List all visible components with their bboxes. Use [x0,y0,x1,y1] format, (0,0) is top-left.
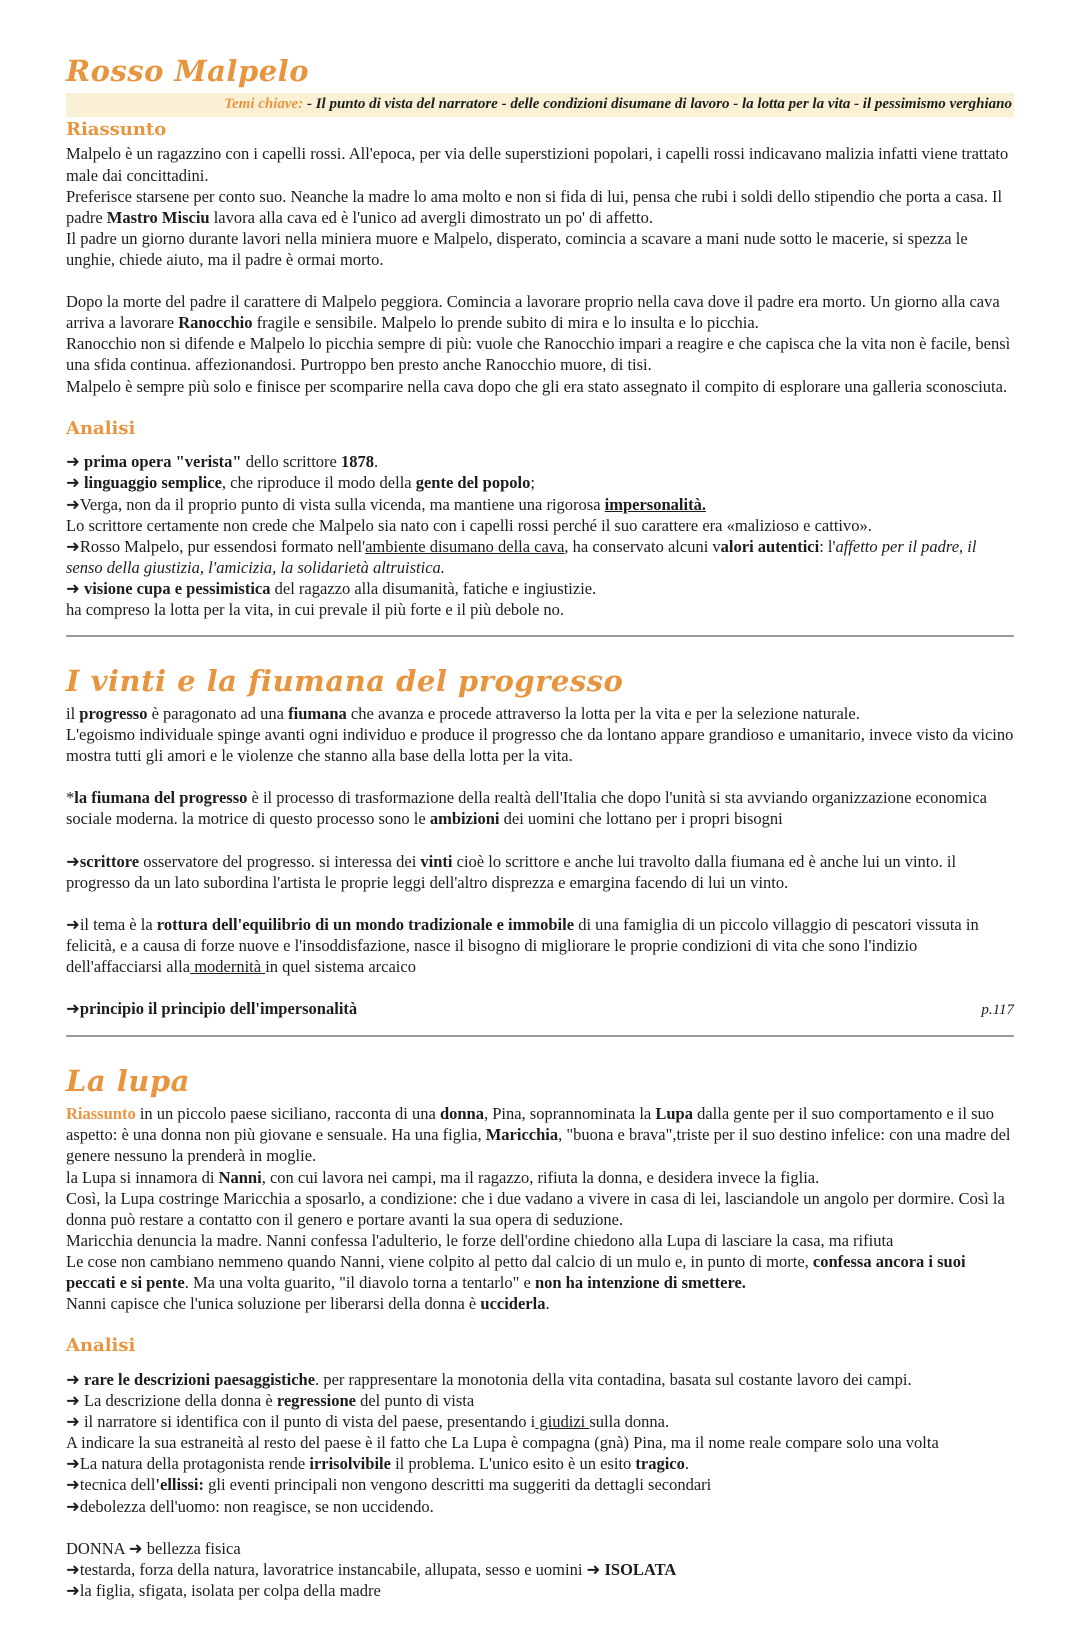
text-run: gli eventi principali non vengono descritti ma suggeriti da dettagli secondari [204,1475,712,1495]
text-run: il narratore si identifica con il punto di vista del paese, presentando i [83,1412,536,1432]
paragraph [66,472,1014,493]
text-run: ambiente disumano della cava [365,536,565,556]
spacer [66,270,1014,291]
arrow-bullet: ➜ [66,1454,80,1474]
text-run: . Ma una volta guarito, "il diavolo torna a tentarlo" e [184,1273,535,1293]
text-run: A indicare la sua estraneità al resto del paese è il fatto che La Lupa è compagna (gnà) Pina, ma il nome reale compare solo una volta [66,1433,939,1453]
arrow-bullet: ➜ [66,578,84,598]
subheading [66,119,1014,141]
spacer [66,1314,1014,1335]
section-i-vinti-e-la-fiumana-del-progresso [66,666,1014,1037]
subheading [66,1335,1014,1357]
text-run: del punto di vista [355,1391,475,1411]
paragraph [66,1453,1014,1474]
paragraph [66,1580,1014,1601]
arrow-bullet: ➜ [66,536,80,556]
text-run: La natura della protagonista rende [79,1454,310,1474]
paragraph [66,1188,1014,1230]
text-run: gente del popolo [415,473,531,493]
page-ref-text [66,998,357,1019]
paragraph [66,1474,1014,1495]
paragraph [66,1390,1014,1411]
inline-subheading: Riassunto [66,1104,136,1124]
paragraph [66,333,1014,375]
paragraph [66,703,1014,724]
text-run: . [545,1294,550,1314]
text-run: * [66,788,75,808]
text-run: . [374,452,379,472]
paragraph [66,143,1014,185]
text-run: , Pina, soprannominata la [483,1104,656,1124]
spacer [66,1360,1014,1369]
text-run: Così, la Lupa costringe Maricchia a sposarlo, a condizione: che i due vadano a vivere in casa di lei, lasciandole un angolo per dormire. Così la donna può restare a contatto con il genero e portare avanti la sua opera di seduzione. [66,1188,1005,1229]
text-run: Maricchia denuncia la madre. Nanni confessa l'adulterio, le forze dell'ordine chiedono alla Lupa di lasciare la casa, ma rifiuta [66,1230,894,1250]
text-run: giudizi [535,1412,590,1432]
text-run: Ranocchio non si difende e Malpelo lo picchia sempre di più: vuole che Ranocchio impari a reagire e che capisca che la vita non è facile, bensì una sfida continua. affezionandosi. Purtroppo ben presto anche Ranocchio muore, di tisi. [66,334,1011,375]
paragraph [66,724,1014,766]
text-run: fragile e sensibile. Malpelo lo prende subito di mira e lo insulta e lo picchia. [252,313,759,333]
text-run: Malpelo è sempre più solo e finisce per scomparire nella cava dopo che gli era stato assegnato il compito di esplorare una galleria sconosciuta. [66,376,1008,396]
text-run: Nanni capisce che l'unica soluzione per liberarsi della donna è [66,1294,481,1314]
arrow-bullet: ➜ [66,1475,80,1495]
spacer [66,397,1014,418]
text-run: : l' [819,536,836,556]
text-run: ; [530,473,535,493]
text-run: osservatore del progresso. si interessa dei [139,851,421,871]
text-run: Rosso Malpelo, pur essendosi formato nell' [79,536,366,556]
text-run: ha compreso la lotta per la vita, in cui prevale il più forte e il più debole no. [66,600,565,620]
paragraph [66,1369,1014,1390]
section-divider [66,1035,1014,1037]
text-run: Lo scrittore certamente non crede che Malpelo sia nato con i capelli rossi perché il suo carattere era «malizioso e cattivo». [66,515,872,535]
text-run: Ranocchio [178,313,253,333]
arrow-icon: ➜ [128,1538,147,1558]
text-run: fiumana [288,704,347,724]
text-run: Malpelo è un ragazzino con i capelli rossi. All'epoca, per via delle superstizioni popolari, i capelli rossi indicavano malizia infatti viene trattato male dai concittadini. [66,144,1009,185]
text-run: . per rappresentare la monotonia della vita contadina, basata sul costante lavoro dei campi. [315,1369,912,1389]
text-run: cioè lo scrittore e anche lui travolto dalla fiumana ed è anche lui un vinto. il progresso da un lato subordina l'artista le proprie leggi dell'altro disprezza e emargina facendo di lui un vinto. [66,851,957,892]
text-run: Lupa [655,1104,693,1124]
text-run: donna [439,1104,484,1124]
text-run: Verga, non da il proprio punto di vista sulla vicenda, ma mantiene una rigorosa [79,494,605,514]
paragraph [66,1496,1014,1517]
text-run: vinti [420,851,453,871]
section-title: Rosso Malpelo [66,54,310,88]
text-run: Dopo la morte del padre il carattere di Malpelo peggiora. Comincia a lavorare proprio nella cava dove il padre era morto. Un giorno alla cava arriva a lavorare [66,292,1000,333]
section-title: I vinti e la fiumana del progresso [66,664,624,699]
text-run: Le cose non cambiano nemmeno quando Nanni, viene colpito al petto dal calcio di un mulo e, in punto di morte, [66,1251,813,1271]
text-run: di una famiglia di un piccolo villaggio di pescatori vissuta in felicità, e a causa di forze nuove e l'insoddisfazione, nasce il bisogno di migliorare le proprie condizioni di vita che sono l'indizio dell'affacciarsi alla [66,914,979,977]
text-run: ambizioni [429,809,500,829]
key-themes-bar [66,93,1014,117]
text-run: bellezza fisica [146,1538,241,1558]
text-run: sulla donna. [589,1412,670,1432]
arrow-bullet: ➜ [66,494,80,514]
paragraph [66,451,1014,472]
section-divider [66,635,1014,637]
text-run: modernità [190,957,266,977]
arrow-bullet: ➜ [66,999,80,1019]
text-run: irrisolvibile [309,1454,391,1474]
text-run: è paragonato ad una [147,704,289,724]
text-run: progresso [79,704,148,724]
spacer [66,893,1014,914]
text-run: rare le descrizioni paesaggistiche [83,1369,316,1389]
arrow-bullet: ➜ [66,914,80,934]
spacer [66,830,1014,851]
text-run: , "buona e brava",triste per il suo destino infelice: con una madre del genere nessuno la prenderà in moglie. [66,1125,1011,1166]
arrow-bullet: ➜ [66,851,80,871]
text-run: tragico [635,1454,685,1474]
arrow-bullet: ➜ [66,1496,80,1516]
text-run: principio il principio dell'impersonalità [79,999,358,1019]
paragraph [66,1411,1014,1432]
text-run: , che riproduce il modo della [221,473,416,493]
paragraph [66,1103,1014,1166]
paragraph [66,914,1014,977]
text-run: non ha intenzione di smettere. [534,1273,746,1293]
text-run: dei uomini che lottano per i propri bisogni [499,809,783,829]
text-run: La descrizione della donna è [83,1391,277,1411]
text-run: Analisi [66,417,136,439]
section-la-lupa [66,1066,1014,1601]
text-run: Nanni [218,1167,262,1187]
paragraph [66,186,1014,228]
text-run: debolezza dell'uomo: non reagisce, se non uccidendo. [79,1496,434,1516]
text-run: la Lupa si innamora di [66,1167,219,1187]
arrow-bullet: ➜ [66,1369,84,1389]
text-run: , con cui lavora nei campi, ma il ragazzo, rifiuta la donna, e desidera invece la figlia. [261,1167,820,1187]
text-run: ISOLATA [604,1559,677,1579]
text-run: - Il punto di vista del narratore - delle condizioni disumane di lavoro - la lotta per la vita - il pessimismo verghiano [306,95,1012,112]
text-run: è il processo di trasformazione della realtà dell'Italia che dopo l'unità si sta avviando organizzazione economica sociale moderna. la motrice di questo processo sono le [66,788,987,829]
text-run: in quel sistema arcaico [265,957,416,977]
text-run: Maricchia [485,1125,559,1145]
text-run: Mastro Misciu [106,207,210,227]
text-run: dalla gente per il suo comportamento e il suo aspetto: è una donna non più giovane e sensuale. Ha una figlia, [66,1104,995,1145]
paragraph [66,599,1014,620]
text-run: 'ellissi: [155,1475,205,1495]
paragraph [66,787,1014,829]
text-run: L'egoismo individuale spinge avanti ogni individuo e produce il progresso che da lontano appare grandioso e umanitario, invece visto da vicino mostra tutti gli amori e le violenze che stanno alla base della lotta per la vita. [66,725,1014,766]
key-themes-label: Temi chiave: [224,95,307,112]
paragraph [66,1293,1014,1314]
section-title: La lupa [66,1064,190,1099]
text-run: , ha conservato alcuni v [564,536,721,556]
paragraph [66,578,1014,599]
text-run: visione cupa e pessimistica [83,578,271,598]
text-run: ucciderla [480,1294,546,1314]
text-run: tecnica dell [79,1475,156,1495]
paragraph [66,1251,1014,1293]
text-run: regressione [276,1391,356,1411]
subheading [66,418,1014,440]
text-run: del ragazzo alla disumanità, fatiche e ingiustizie. [270,578,597,598]
arrow-bullet: ➜ [66,1559,80,1579]
paragraph [66,1230,1014,1251]
text-run: il tema è la [79,914,157,934]
text-run: . [684,1454,690,1474]
text-run: Preferisce starsene per conto suo. Neanche la madre lo ama molto e non si fida di lui, pensa che rubi i soldi dello stipendio che porta a casa. Il padre [66,186,1003,227]
spacer [66,1517,1014,1538]
text-run: Riassunto [66,118,167,140]
arrow-bullet: ➜ [66,473,84,493]
text-run: affetto per il padre, il senso della giustizia, l'amicizia, la solidarietà altruistica. [66,536,977,577]
spacer [66,977,1014,998]
arrow-bullet: ➜ [66,1391,84,1411]
text-run: Il padre un giorno durante lavori nella miniera muore e Malpelo, disperato, comincia a scavare a mani nude sotto le macerie, si spezza le unghie, chiede aiuto, ma il padre è ormai morto. [66,228,968,270]
text-run: testarda, forza della natura, lavoratrice instancabile, allupata, sesso e uomini [79,1559,587,1579]
text-run: lavora alla cava ed è l'unico ad avergli dimostrato un po' di affetto. [209,207,653,227]
paragraph [66,851,1014,893]
text-run: in un piccolo paese siciliano, racconta di una [135,1104,440,1124]
text-run: alori autentici [720,536,820,556]
page-number: p.117 [981,1002,1014,1019]
text-run: prima opera "verista" [83,452,242,472]
paragraph [66,1167,1014,1188]
arrow-icon: ➜ [586,1559,605,1579]
section-rosso-malpelo [66,56,1014,637]
paragraph [66,376,1014,397]
spacer [66,766,1014,787]
text-run: dello scrittore [241,452,342,472]
arrow-bullet: ➜ [66,452,84,472]
text-run: la fiumana del progresso [74,788,248,808]
paragraph [66,228,1014,270]
arrow-bullet: ➜ [66,1412,84,1432]
text-run: impersonalità. [604,494,706,514]
paragraph [66,1432,1014,1453]
paragraph [66,1538,1014,1559]
arrow-bullet: ➜ [66,1580,80,1600]
paragraph [66,291,1014,333]
text-run: la figlia, sfigata, isolata per colpa della madre [79,1580,381,1600]
text-run: rottura dell'equilibrio di un mondo tradizionale e immobile [156,914,575,934]
page-ref-row [66,998,1014,1020]
spacer [66,442,1014,451]
paragraph [66,1559,1014,1580]
text-run: il [66,704,80,724]
text-run: scrittore [79,851,140,871]
paragraph [66,536,1014,578]
text-run: DONNA [66,1538,129,1558]
paragraph [66,494,1014,515]
text-run: il problema. L'unico esito è un esito [390,1454,636,1474]
text-run: linguaggio semplice [83,473,222,493]
text-run: confessa ancora i suoi peccati e si pente [66,1251,966,1293]
text-run: che avanza e procede attraverso la lotta per la vita e per la selezione naturale. [346,704,860,724]
text-run: 1878 [341,452,375,472]
paragraph [66,515,1014,536]
text-run: Analisi [66,1335,136,1357]
